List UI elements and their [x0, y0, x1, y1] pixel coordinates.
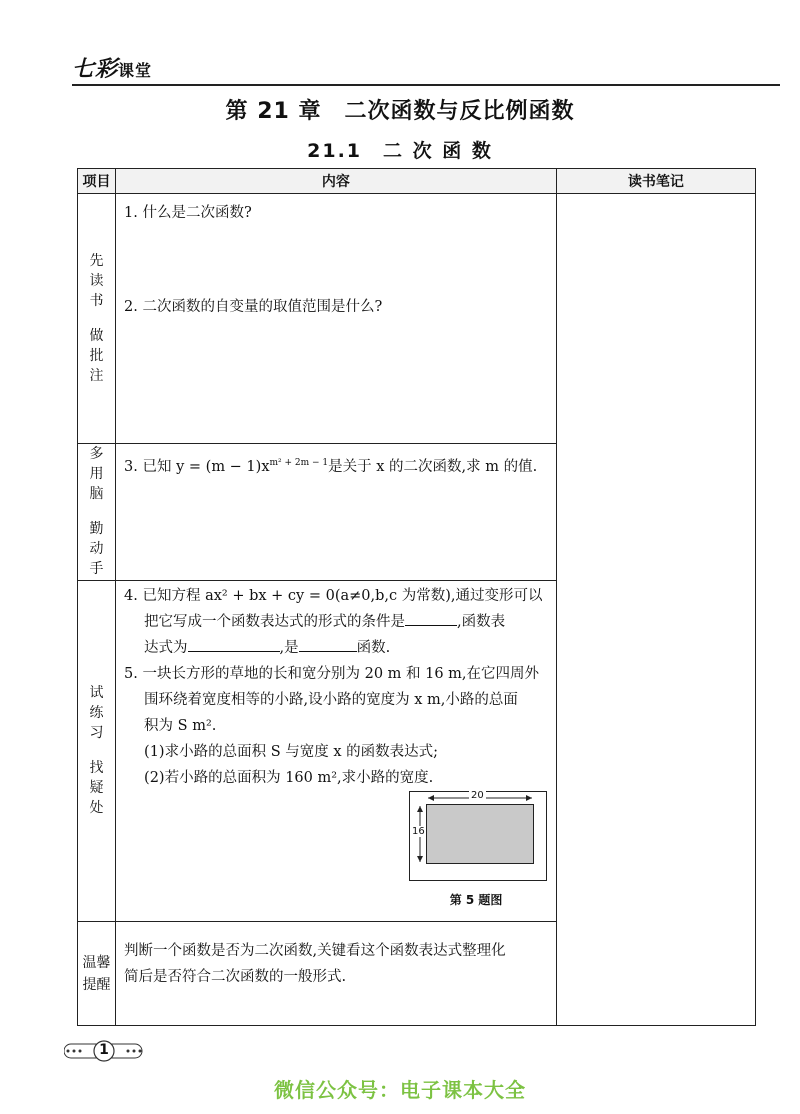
- item-label-top: 多用脑: [89, 446, 104, 502]
- question-3: [124, 450, 548, 480]
- question-3-exponent: m² + 2m − 1: [269, 458, 329, 468]
- page-number: 1: [99, 1042, 109, 1058]
- item-label-bottom: 做批注: [89, 327, 104, 384]
- question-5-line-2: 围环绕着宽度相等的小路,设小路的宽度为 x m,小路的总面: [144, 692, 518, 708]
- height-label: 16: [412, 826, 425, 837]
- table-row: [78, 194, 756, 444]
- brand-suffix: 课堂: [118, 61, 153, 80]
- item-cell: [78, 581, 116, 922]
- content-cell: [116, 922, 557, 1026]
- question-5-sub-2: (2)若小路的总面积为 160 m²,求小路的宽度.: [144, 770, 434, 786]
- brand-name: 七彩: [72, 57, 119, 82]
- notes-cell: [556, 194, 755, 1026]
- question-4-line-3c: 函数.: [356, 640, 391, 656]
- item-cell: [78, 194, 116, 444]
- question-4-line-3a: 达式为: [144, 640, 188, 656]
- dimension-arrows: [410, 792, 546, 880]
- section-title: 21.1 二 次 函 数: [307, 140, 493, 162]
- question-3-prefix: 3. 已知 y = (m − 1)x: [124, 458, 270, 475]
- rectangle-figure: [409, 791, 547, 881]
- answer-blank: [188, 635, 280, 652]
- page-number-badge: [64, 1040, 144, 1062]
- tip-line-1: 判断一个函数是否为二次函数,关键看这个函数表达式整理化: [124, 943, 506, 959]
- header-rule: [72, 84, 780, 86]
- content-cell: [116, 444, 557, 581]
- question-4-line-2: [124, 609, 548, 635]
- item-label-top: 先读书: [89, 252, 104, 309]
- worksheet-table: [77, 168, 756, 1026]
- item-label-top: 试练习: [89, 685, 104, 741]
- width-label: 20: [471, 790, 484, 801]
- item-label-bottom: 找疑处: [89, 760, 104, 816]
- watermark: 微信公众号：电子课本大全: [274, 1078, 526, 1102]
- header-content: 内容: [116, 169, 557, 194]
- tip-line-2: 简后是否符合二次函数的一般形式.: [124, 969, 347, 985]
- content-cell: [116, 194, 557, 444]
- header-item: 项目: [78, 169, 116, 194]
- item-label-bottom: 勤动手: [89, 521, 104, 577]
- brand-logo: [72, 52, 152, 83]
- question-5-line-1: 5. 一块长方形的草地的长和宽分别为 20 m 和 16 m,在它四周外: [124, 666, 540, 682]
- figure-area: [116, 791, 556, 921]
- question-4-line-3b: ,是: [279, 640, 299, 656]
- item-cell: [78, 922, 116, 1026]
- question-1: 1. 什么是二次函数?: [124, 205, 252, 221]
- table-header-row: [78, 169, 756, 194]
- question-2: 2. 二次函数的自变量的取值范围是什么?: [124, 299, 383, 315]
- item-label-top: 温馨: [82, 954, 111, 971]
- question-5-line-3: 积为 S m².: [144, 718, 217, 734]
- item-label-bottom: 提醒: [82, 976, 111, 993]
- question-4-line-3: [124, 635, 548, 661]
- answer-blank: [299, 635, 357, 652]
- question-3-suffix: 是关于 x 的二次函数,求 m 的值.: [328, 458, 538, 475]
- item-cell: [78, 444, 116, 581]
- figure-caption: 第 5 题图: [449, 893, 503, 907]
- question-4-line-2b: ,函数表: [457, 614, 506, 630]
- answer-blank: [405, 609, 457, 626]
- question-4-line-1: 4. 已知方程 ax² + bx + cy = 0(a≠0,b,c 为常数),通过变形可以: [124, 588, 543, 604]
- content-cell: [116, 581, 557, 922]
- question-4-line-2a: 把它写成一个函数表达式的形式的条件是: [144, 614, 406, 630]
- chapter-title: 第 21 章 二次函数与反比例函数: [225, 99, 575, 124]
- question-5-sub-1: (1)求小路的总面积 S 与宽度 x 的函数表达式;: [144, 744, 439, 760]
- header-notes: 读书笔记: [556, 169, 755, 194]
